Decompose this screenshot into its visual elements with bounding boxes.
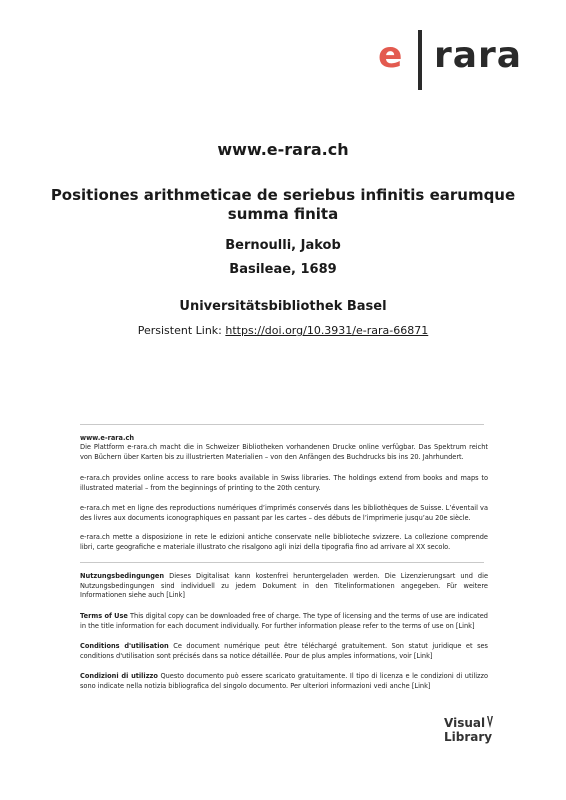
visual-library-right: Library <box>444 730 493 744</box>
terms-en-label: Terms of Use <box>80 612 128 620</box>
terms-it-text: Questo documento può essere scaricato gratuitamente. Il tipo di licenza e le condizioni di utilizzo sono indicate nella notizia bibliografica del singolo documento. Per ulteriori informazioni vedi anche [Link] <box>80 672 488 690</box>
terms-fr-label: Conditions d'utilisation <box>80 642 169 650</box>
persistent-link-url[interactable]: https://doi.org/10.3931/e-rara-66871 <box>225 324 429 337</box>
publication-place-year: Basileae, 1689 <box>229 262 337 277</box>
terms-en-text: This digital copy can be downloaded free of charge. The type of licensing and the terms of use are indicated in the title information for each document individually. For further information please refer to the terms of use on [Link] <box>80 612 488 630</box>
logo-divider <box>418 30 422 90</box>
persistent-link-label: Persistent Link: <box>137 324 226 337</box>
info-de: Die Plattform e-rara.ch macht die in Schweizer Bibliotheken vorhandenen Drucke online verfügbar. Das Spektrum reicht von Büchern über Karten bis zu illustrierten Materialien – von den Anfängen des Buchdrucks bis ins 20. Jahrhundert. <box>80 443 488 461</box>
terms-de-label: Nutzungsbedingungen <box>80 572 165 580</box>
visual-library-logo <box>444 716 540 744</box>
divider-bottom <box>80 562 484 563</box>
info-it: e-rara.ch mette a disposizione in rete le edizioni antiche conservate nelle biblioteche svizzere. La collezione comprende libri, carte geografiche e materiale illustrato che risalgono agli inizi della tipografia fino ad arrivare al XX secolo. <box>80 533 488 551</box>
info-en: e-rara.ch provides online access to rare books available in Swiss libraries. The holdings extend from books and maps to illustrated material – from the beginnings of printing to the 20th century. <box>80 474 488 492</box>
info-fr: e-rara.ch met en ligne des reproductions numériques d’imprimés conservés dans les bibliothèques de Suisse. L’éventail va des livres aux documents iconographiques en passant par les cartes – des débuts de l’imprimerie jusqu’au 20e siècle. <box>80 504 488 522</box>
visual-library-icon <box>486 716 494 728</box>
e-rara-logo <box>378 30 538 90</box>
divider-top <box>80 424 484 425</box>
terms-de <box>80 572 488 601</box>
terms-fr <box>80 642 488 661</box>
author: Bernoulli, Jakob <box>225 238 341 253</box>
visual-library-left: Visual <box>444 716 486 730</box>
document-title: Positiones arithmeticae de seriebus infinitis earumque summa finita <box>50 186 516 223</box>
terms-it <box>80 672 488 691</box>
site-url: www.e-rara.ch <box>217 140 349 159</box>
terms-it-label: Condizioni di utilizzo <box>80 672 158 680</box>
info-heading: www.e-rara.ch <box>80 434 135 442</box>
terms-de-text: Dieses Digitalisat kann kostenfrei heruntergeladen werden. Die Lizenzierungsart und die Nutzungsbedingungen sind individuell zu jedem Dokument in den Titelinformationen angegeben. Für weitere Informationen siehe auch [Link] <box>80 572 488 600</box>
terms-en <box>80 612 488 631</box>
logo-rara: rara <box>434 35 523 76</box>
persistent-link <box>0 324 566 337</box>
logo-e: e <box>378 35 403 76</box>
terms-fr-text: Ce document numérique peut être téléchargé gratuitement. Son statut juridique et ses conditions d'utilisation sont précisés dans sa notice détaillée. Pour de plus amples informations, voir [Link] <box>80 642 488 660</box>
library-name: Universitätsbibliothek Basel <box>179 299 387 314</box>
